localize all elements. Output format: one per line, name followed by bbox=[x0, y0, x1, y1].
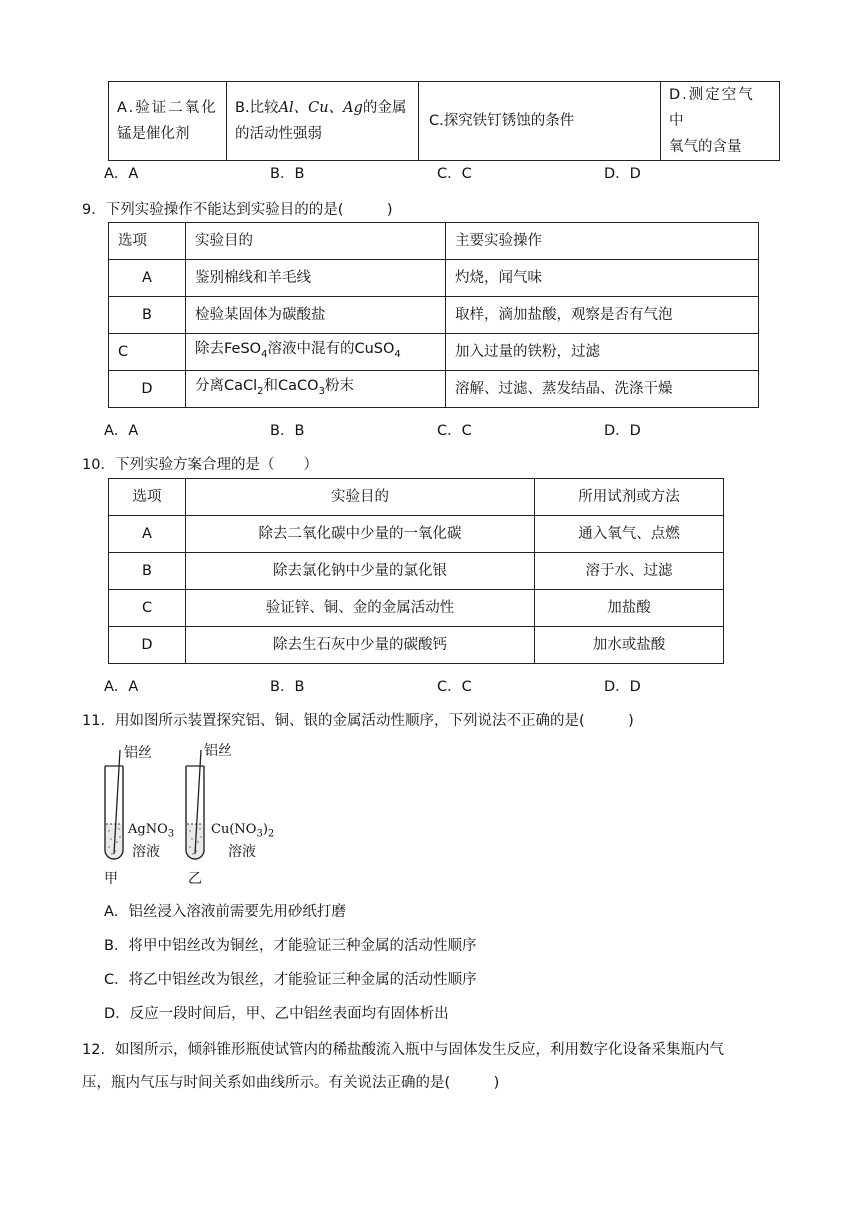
wire-label-a: 铝丝 bbox=[124, 745, 152, 761]
q9-row-goal: 检验某固体为碳酸盐 bbox=[186, 297, 446, 334]
q9-stem: 9．下列实验操作不能达到实验目的的是( ) bbox=[82, 202, 393, 218]
q8-options-table bbox=[108, 81, 780, 161]
q10-row-goal: 验证锌、铜、金的金属活动性 bbox=[186, 590, 535, 627]
q9-table bbox=[108, 222, 759, 408]
option-a[interactable]: A．A bbox=[104, 679, 139, 695]
q9-row-operation: 溶解、过滤、蒸发结晶、洗涤干燥 bbox=[446, 371, 759, 408]
q9-row-operation: 取样，滴加盐酸，观察是否有气泡 bbox=[446, 297, 759, 334]
q11-choice-a[interactable]: A．铝丝浸入溶液前需要先用砂纸打磨 bbox=[104, 904, 346, 920]
q8-cell-a-line1: A.验证二氧化 bbox=[117, 100, 218, 116]
tube-a bbox=[105, 750, 123, 859]
option-d[interactable]: D．D bbox=[604, 423, 641, 439]
q10-row-method: 通入氧气、点燃 bbox=[535, 516, 724, 553]
q10-stem: 10．下列实验方案合理的是（ ） bbox=[82, 457, 318, 473]
option-c[interactable]: C．C bbox=[437, 166, 472, 182]
wire-label-b: 铝丝 bbox=[204, 743, 232, 759]
q9-row-operation: 加入过量的铁粉，过滤 bbox=[446, 334, 759, 371]
q10-table bbox=[108, 478, 724, 664]
q11-choice-c[interactable]: C．将乙中铝丝改为银丝，才能验证三种金属的活动性顺序 bbox=[104, 972, 477, 988]
q9-row-goal: 鉴别棉线和羊毛线 bbox=[186, 260, 446, 297]
option-c[interactable]: C．C bbox=[437, 423, 472, 439]
q8-cell-d bbox=[661, 82, 780, 161]
q9-row-option: B bbox=[109, 297, 186, 334]
q10-row-goal: 除去生石灰中少量的碳酸钙 bbox=[186, 627, 535, 664]
q10-row-option: B bbox=[109, 553, 186, 590]
option-d[interactable]: D．D bbox=[604, 166, 641, 182]
q9-row-option: A bbox=[109, 260, 186, 297]
q8-cell-d-line2: 氧气的含量 bbox=[669, 139, 742, 155]
q9-header-option: 选项 bbox=[109, 223, 186, 260]
q10-row-method: 加盐酸 bbox=[535, 590, 724, 627]
q10-row-goal: 除去二氧化碳中少量的一氧化碳 bbox=[186, 516, 535, 553]
q8-cell-d-line1: D.测定空气中 bbox=[669, 87, 755, 129]
q8-answer-options bbox=[104, 162, 754, 184]
q12-stem-line1: 12．如图所示，倾斜锥形瓶使试管内的稀盐酸流入瓶中与固体发生反应，利用数字化设备采集瓶内气 bbox=[82, 1042, 724, 1058]
option-b[interactable]: B．B bbox=[270, 166, 305, 182]
q10-answer-options bbox=[104, 675, 754, 697]
solution-word-b: 溶液 bbox=[228, 844, 256, 860]
solution-label-a: AgNO$_3$ bbox=[128, 822, 175, 840]
q8-cell-b bbox=[227, 82, 419, 161]
q11-stem: 11．用如图所示装置探究铝、铜、银的金属活动性顺序，下列说法不正确的是( ) bbox=[82, 713, 634, 729]
q11-choice-b[interactable]: B．将甲中铝丝改为铜丝，才能验证三种金属的活动性顺序 bbox=[104, 938, 477, 954]
q10-row-option: C bbox=[109, 590, 186, 627]
option-c[interactable]: C．C bbox=[437, 679, 472, 695]
q9-header-goal: 实验目的 bbox=[186, 223, 446, 260]
q9-header-operation: 主要实验操作 bbox=[446, 223, 759, 260]
q8-cell-c: C.探究铁钉锈蚀的条件 bbox=[419, 82, 661, 161]
metal-symbols: Al、Cu、Ag bbox=[278, 100, 363, 116]
q11-choice-d[interactable]: D．反应一段时间后，甲、乙中铝丝表面均有固体析出 bbox=[104, 1006, 449, 1022]
q12-stem-line2: 压，瓶内气压与时间关系如曲线所示。有关说法正确的是( ) bbox=[82, 1075, 500, 1091]
option-d[interactable]: D．D bbox=[604, 679, 641, 695]
q10-header-goal: 实验目的 bbox=[186, 479, 535, 516]
q9-row-option: D bbox=[109, 371, 186, 408]
option-b[interactable]: B．B bbox=[270, 679, 305, 695]
q11-figure bbox=[96, 738, 286, 888]
tube-label-b: 乙 bbox=[188, 871, 202, 887]
option-a[interactable]: A．A bbox=[104, 423, 139, 439]
q9-row-option: C bbox=[109, 334, 186, 371]
q9-row-operation: 灼烧，闻气味 bbox=[446, 260, 759, 297]
tube-label-a: 甲 bbox=[104, 871, 118, 887]
solution-word-a: 溶液 bbox=[132, 844, 160, 860]
q10-row-option: D bbox=[109, 627, 186, 664]
q10-row-option: A bbox=[109, 516, 186, 553]
q9-row-goal: 分离CaCl$_2$和CaCO$_3$粉末 bbox=[186, 371, 446, 408]
option-a[interactable]: A．A bbox=[104, 166, 139, 182]
q10-row-method: 加水或盐酸 bbox=[535, 627, 724, 664]
q10-row-goal: 除去氯化钠中少量的氯化银 bbox=[186, 553, 535, 590]
q10-row-method: 溶于水、过滤 bbox=[535, 553, 724, 590]
option-b[interactable]: B．B bbox=[270, 423, 305, 439]
q9-answer-options bbox=[104, 419, 754, 441]
q8-cell-b-line1: B.比较Al、Cu、Ag的金属 bbox=[235, 100, 407, 116]
q10-header-option: 选项 bbox=[109, 479, 186, 516]
q8-cell-a-line2: 锰是催化剂 bbox=[117, 126, 190, 142]
q10-header-method: 所用试剂或方法 bbox=[535, 479, 724, 516]
q8-cell-a bbox=[109, 82, 227, 161]
q8-cell-b-line2: 的活动性强弱 bbox=[235, 126, 322, 142]
q9-row-goal: 除去FeSO$_4$溶液中混有的CuSO$_4$ bbox=[186, 334, 446, 371]
tube-b bbox=[186, 750, 204, 859]
solution-label-b: $Cu(NO_3)_2$ bbox=[211, 822, 275, 840]
